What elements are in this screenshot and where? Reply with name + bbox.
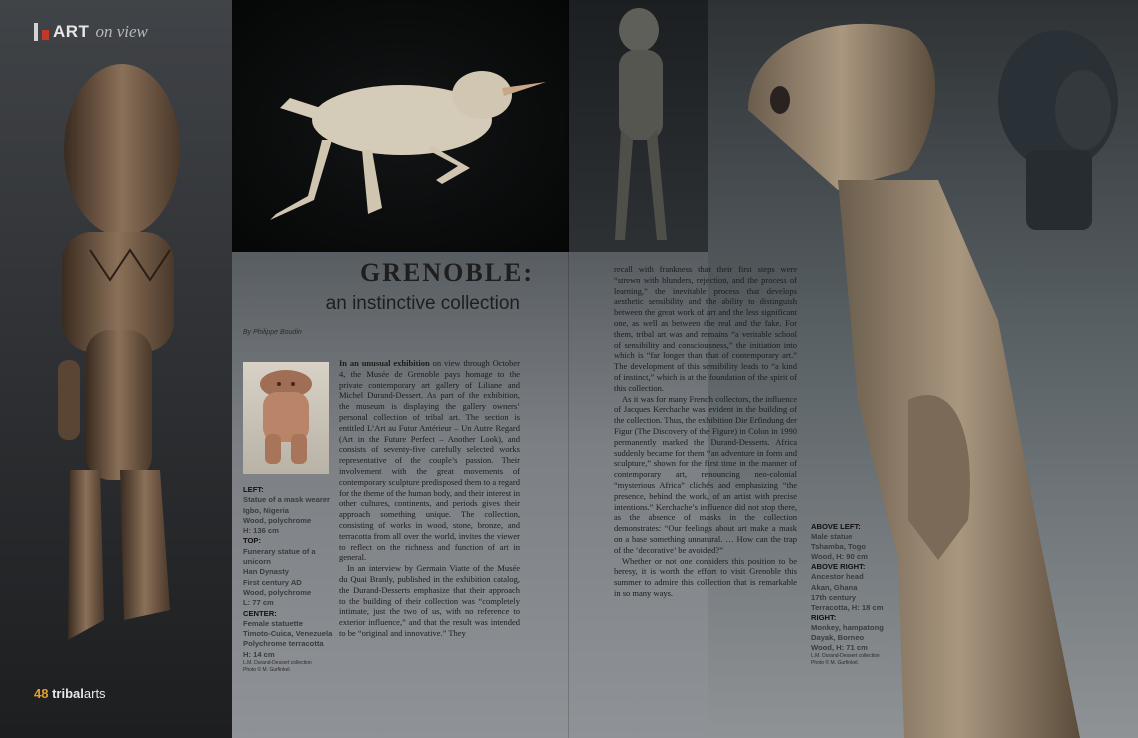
caption-line: Male statue (811, 532, 853, 542)
caption-line: Female statuette (243, 618, 303, 628)
header-accent (42, 30, 49, 40)
article-column-1 (339, 358, 520, 720)
unicorn-statue-image (232, 0, 569, 252)
caption-line: Funerary statue of a unicorn (243, 546, 316, 567)
unicorn-photo (232, 0, 569, 252)
brand-suffix: arts (83, 686, 106, 701)
article-column-2 (614, 264, 797, 664)
caption-line: H: 14 cm (243, 649, 275, 659)
caption-line: Timoto-Cuica, Venezuela (243, 629, 333, 639)
caption-credit: Photo © M. Gurfinkel. (811, 659, 859, 666)
caption-line: Monkey, hampatong (811, 622, 884, 632)
section-header (34, 22, 148, 42)
caption-line: Polychrome terracotta (243, 639, 324, 649)
paragraph-text: on view through October 4, the Musée de Grenoble pays homage to the private contemporary art gallery of Liliane and Michel Durand-Dessert. As part of the exhibition, the museum is displaying the gallery owners’ personal collection of tribal art. The section is entitled L’Art au Futur Antérieur – Un Autre Regard (Art in the Future Perfect – Another Look), and consists of seventy-five carefully selected works representative of the couple’s passion. Their involvement with the great movements of contemporary sculpture predisposed them to a regard for the theme of the human body, and their interest in other cultures, continents, and periods gives their approach something unique. The collection, consisting of works in wood, stone, bronze, and terracotta from all over the world, invites the viewer to reflect on the richness and function of art in general. (339, 358, 520, 563)
left-captions (243, 485, 335, 673)
caption-heading: ABOVE RIGHT: (811, 562, 866, 572)
article-title: GRENOBLE: (360, 258, 535, 287)
caption-credit: L.M. Durand-Dessert collection (243, 660, 312, 667)
caption-heading: CENTER: (243, 608, 277, 618)
caption-line: First century AD (243, 577, 302, 587)
caption-line: L: 77 cm (243, 598, 274, 608)
tshamba-photo (569, 0, 708, 252)
caption-line: Dayak, Borneo (811, 633, 865, 643)
page-folio (34, 686, 106, 701)
caption-line: Wood, H: 90 cm (811, 552, 868, 562)
caption-line: H: 136 cm (243, 526, 279, 536)
caption-heading: TOP: (243, 536, 262, 546)
brand-name: tribal (52, 686, 84, 701)
page-number: 48 (34, 686, 49, 701)
header-bar (34, 23, 38, 41)
section-suffix: on view (95, 22, 148, 41)
lead-in: In an unusual exhibition (339, 358, 430, 368)
paragraph: recall with frankness that their first steps were “strewn with blunders, rejection, and the process of learning,” the inevitable process that develops aesthetic sensibility and the ability to distinguish between the great work of art and the less significant one, as well as between the real and the fake. For them, tribal art was and remains “a veritable school of sensibility and consciousness,” the initiation into which is “far longer than that of contemporary art.” The development of this sensibility leads to “a kind of instinct,” which is at the foundation of the spirit of this collection. (614, 264, 797, 393)
paragraph: Whether or not one considers this position to be heresy, it is worth the effort to visit Grenoble this summer to admire this collection that is remarkable in so many ways. (614, 555, 797, 598)
caption-line: Han Dynasty (243, 567, 290, 577)
igbo-statue-image (0, 0, 232, 738)
left-photo-panel (0, 0, 232, 738)
paragraph: As it was for many French collectors, the influence of Jacques Kerchache was evident in the building of the collection. Thus, the exhibition Die Erfindung der Figur (The Discovery of the Figure) in Colon in 1990 permanently marked the Durand-Desserts. Africa suddenly became for them “an adventure in form and sculpture,” shown for the first time in the manner of contemporary art, renouncing neo-colonial “mysterious Africa” clichés and emphasizing “the presence, behind the work, of an artist with precise intentions.” Kerchache’s influence did not stop there, as the absence of masks in the collection demonstrates: “Our feelings about art make a mask on a base something unnatural. … How can the trap of the ‘decorative’ be avoided?” (614, 393, 797, 555)
article-byline: By Philippe Boudin (243, 329, 302, 336)
caption-line: Terracotta, H: 18 cm (811, 602, 884, 612)
caption-line: Wood, polychrome (243, 515, 312, 525)
caption-credit: L.M. Durand-Dessert collection (811, 653, 880, 660)
article-subtitle: an instinctive collection (325, 293, 520, 314)
caption-line: Wood, polychrome (243, 587, 312, 597)
caption-line: Statue of a mask wearer (243, 495, 330, 505)
right-captions (811, 522, 901, 666)
caption-line: Tshamba, Togo (811, 542, 866, 552)
caption-heading: LEFT: (243, 485, 264, 494)
caption-line: Ancestor head (811, 572, 864, 582)
section-name: ART (53, 22, 90, 41)
timoto-cuica-photo (243, 362, 329, 474)
caption-heading: RIGHT: (811, 612, 837, 622)
caption-heading: ABOVE LEFT: (811, 522, 861, 531)
caption-line: Wood, H: 71 cm (811, 643, 868, 653)
caption-line: Igbo, Nigeria (243, 505, 289, 515)
caption-line: Akan, Ghana (811, 582, 858, 592)
caption-credit: Photo © M. Gurfinkel. (243, 666, 291, 673)
female-statuette-image (243, 362, 329, 474)
paragraph: In an interview by Germain Viatte of the Musée du Quai Branly, published in the exhibition catalog, the Durand-Desserts emphasize that their approach to the building of their collection was “completely intimate, just the two of us, with no reference to exterior influence,” and that the result was intended to be “original and innovative.” They (339, 563, 520, 638)
paragraph (339, 358, 520, 563)
caption-line: 17th century (811, 592, 857, 602)
spread-gutter (568, 0, 569, 738)
tshamba-statue-image (569, 0, 708, 252)
